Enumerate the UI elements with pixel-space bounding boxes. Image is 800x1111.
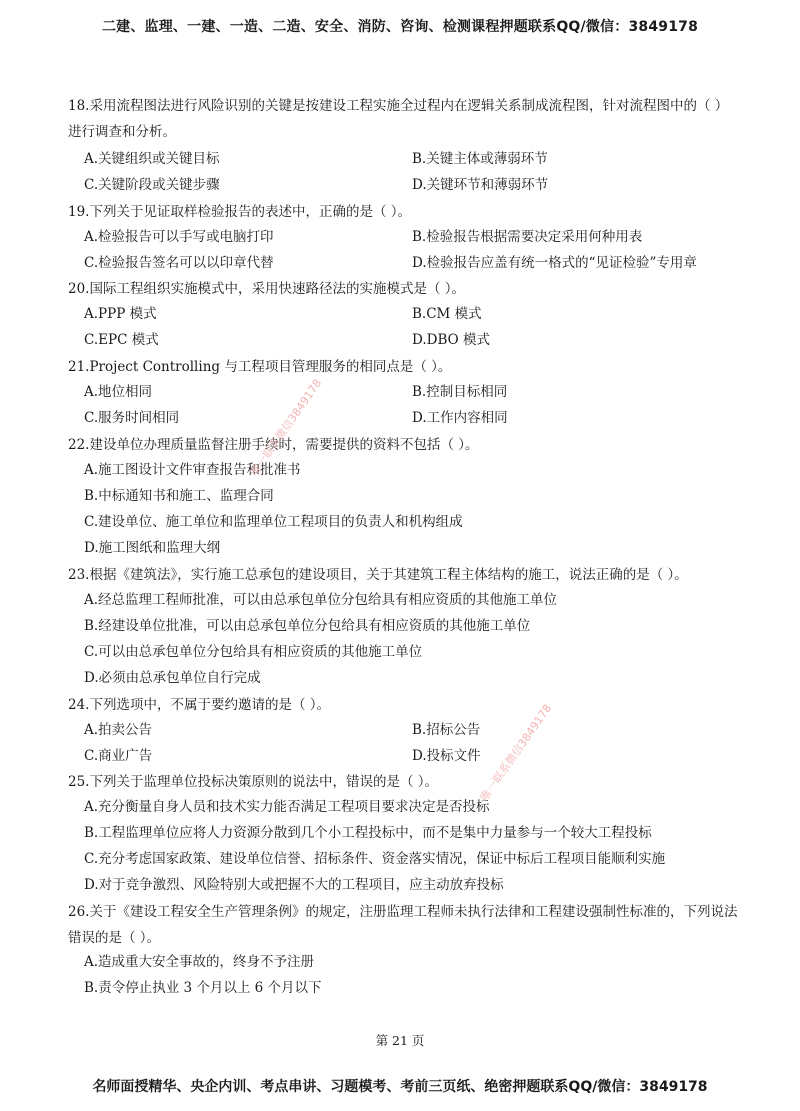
question-stem: 22.建设单位办理质量监督注册手续时，需要提供的资料不包括（ ）。 — [68, 437, 479, 453]
watermark: 唯一联系微信3849178 — [247, 376, 325, 479]
question-stem: 19.下列关于见证取样检验报告的表述中，正确的是（ ）。 — [68, 204, 412, 220]
answer-option: B.CM 模式 — [412, 306, 482, 322]
answer-option: A.关键组织或关键目标 — [84, 151, 220, 167]
answer-option: A.造成重大安全事故的，终身不予注册 — [84, 954, 315, 970]
answer-option: A.拍卖公告 — [84, 722, 153, 738]
answer-option: A.充分衡量自身人员和技术实力能否满足工程项目要求决定是否投标 — [84, 799, 490, 815]
answer-option: C.可以由总承包单位分包给具有相应资质的其他施工单位 — [84, 644, 423, 660]
page-footer-banner: 名师面授精华、央企内训、考点串讲、习题模考、考前三页纸、绝密押题联系QQ/微信：3849178 — [92, 1079, 708, 1095]
answer-option: D.施工图纸和监理大纲 — [84, 540, 221, 556]
answer-option: C.EPC 模式 — [84, 332, 159, 348]
answer-option: B.关键主体或薄弱环节 — [412, 151, 548, 167]
page-number: 第 21 页 — [375, 1033, 425, 1048]
answer-option: D.DBO 模式 — [412, 332, 490, 348]
watermark: 唯一联系微信3849178 — [477, 701, 555, 804]
answer-option: C.充分考虑国家政策、建设单位信誉、招标条件、资金落实情况，保证中标后工程项目能顺利实施 — [84, 851, 666, 867]
question-stem: 18.采用流程图法进行风险识别的关键是按建设工程实施全过程内在逻辑关系制成流程图，针对流程图中的（ ）进行调查和分析。 — [68, 98, 729, 140]
answer-option: C.检验报告签名可以以印章代替 — [84, 255, 274, 271]
answer-option: D.对于竞争激烈、风险特别大或把握不大的工程项目，应主动放弃投标 — [84, 877, 504, 893]
answer-option: D.必须由总承包单位自行完成 — [84, 670, 261, 686]
question-stem: 25.下列关于监理单位投标决策原则的说法中，错误的是（ ）。 — [68, 774, 439, 790]
answer-option: B.检验报告根据需要决定采用何种用表 — [412, 229, 643, 245]
answer-option: C.商业广告 — [84, 748, 153, 764]
answer-option: A.PPP 模式 — [84, 306, 157, 322]
answer-option: B.招标公告 — [412, 722, 481, 738]
question-stem: 26.关于《建设工程安全生产管理条例》的规定，注册监理工程师未执行法律和工程建设强制性标准的，下列说法错误的是（ ）。 — [68, 904, 738, 946]
question-stem: 20.国际工程组织实施模式中，采用快速路径法的实施模式是（ ）。 — [68, 281, 466, 297]
answer-option: B.责令停止执业 3 个月以上 6 个月以下 — [84, 980, 322, 996]
answer-option: B.控制目标相同 — [412, 384, 508, 400]
answer-option: C.建设单位、施工单位和监理单位工程项目的负责人和机构组成 — [84, 514, 463, 530]
answer-option: A.检验报告可以手写或电脑打印 — [84, 229, 274, 245]
answer-option: D.关键环节和薄弱环节 — [412, 177, 549, 193]
question-stem: 23.根据《建筑法》，实行施工总承包的建设项目，关于其建筑工程主体结构的施工，说法正确的是（ ）。 — [68, 567, 688, 583]
answer-option: B.中标通知书和施工、监理合同 — [84, 488, 274, 504]
answer-option: A.施工图设计文件审查报告和批准书 — [84, 462, 301, 478]
answer-option: D.检验报告应盖有统一格式的“见证检验”专用章 — [412, 255, 697, 271]
question-stem: 24.下列选项中，不属于要约邀请的是（ ）。 — [68, 697, 331, 713]
page-header-banner: 二建、监理、一建、一造、二造、安全、消防、咨询、检测课程押题联系QQ/微信：3849178 — [101, 19, 699, 35]
answer-option: B.经建设单位批准，可以由总承包单位分包给具有相应资质的其他施工单位 — [84, 618, 531, 634]
answer-option: D.工作内容相同 — [412, 410, 508, 426]
question-stem: 21.Project Controlling 与工程项目管理服务的相同点是（ ）。 — [68, 359, 452, 375]
answer-option: C.关键阶段或关键步骤 — [84, 177, 220, 193]
answer-option: B.工程监理单位应将人力资源分散到几个小工程投标中，而不是集中力量参与一个较大工程投标 — [84, 825, 652, 841]
answer-option: D.投标文件 — [412, 748, 481, 764]
answer-option: A.地位相同 — [84, 384, 153, 400]
answer-option: C.服务时间相同 — [84, 410, 180, 426]
answer-option: A.经总监理工程师批准，可以由总承包单位分包给具有相应资质的其他施工单位 — [84, 592, 558, 608]
